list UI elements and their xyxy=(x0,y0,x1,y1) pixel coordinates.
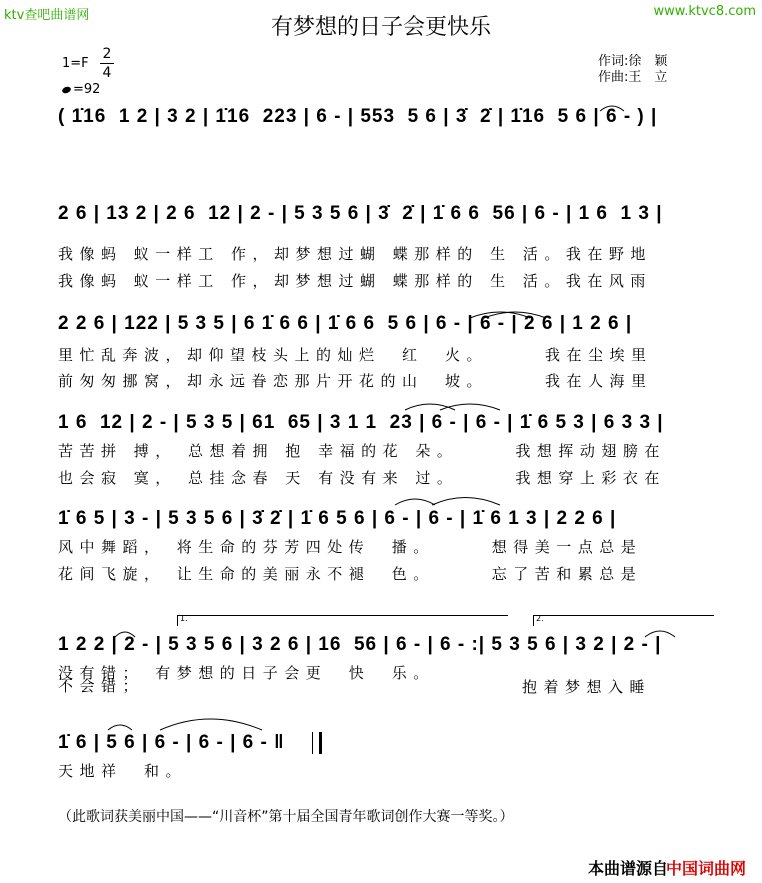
score-row-intro: ( 1̇16 1 2 | 3 2 | 1̇16 223 | 6 - | 553 5 6 | 3̇ 2̇ | 1̇16 5 6 | 6 - ) | xyxy=(58,106,658,127)
second-ending-bracket: 2. xyxy=(533,615,714,626)
lyric-row-5-verse-1: 没有错； 有梦想的日子会更 快 乐。 xyxy=(58,664,435,682)
lyric-row-2-verse-1: 里忙乱奔波，却仰望枝头上的灿烂 红 火。 我在尘埃里 xyxy=(58,346,653,364)
quarter-note-icon xyxy=(61,85,72,94)
time-signature-bottom: 4 xyxy=(102,65,112,81)
source-label: 本曲谱源自 xyxy=(587,859,668,878)
tempo-marking xyxy=(62,82,100,97)
composer: 作曲:王 立 xyxy=(598,70,668,85)
score-row-6: 1̇ 6 | 5 6 | 6 - | 6 - | 6 - ‖ xyxy=(58,732,285,753)
lyric-row-4-verse-1: 风中舞蹈， 将生命的芬芳四处传 播。 想得美一点总是 xyxy=(58,538,643,556)
lyric-row-5-verse-2: 不会错； xyxy=(58,677,145,695)
score-row-2: 2 2 6 | 122 | 5 3 5 | 6 1̇ 6 6 | 1̇ 6 6 5 6 | 6 - | 6 - | 2 6 | 1 2 6 | xyxy=(58,313,633,334)
lyric-row-3-verse-2: 也会寂 寞， 总挂念春 天 有没有来 过。 我想穿上彩衣在 xyxy=(58,469,666,487)
final-barline xyxy=(312,732,322,754)
lyric-row-1-verse-2: 我像蚂 蚁一样工 作，却梦想过蝴 蝶那样的 生 活。我在风雨 xyxy=(58,272,652,290)
key-signature: 1=F xyxy=(62,56,89,71)
lyric-row-2-verse-2: 前匆匆挪窝，却永远眷恋那片开花的山 坡。 我在人海里 xyxy=(58,372,653,390)
lyricist: 作词:徐 颖 xyxy=(598,54,668,69)
lyric-row-5-coda: 抱着梦想入睡 xyxy=(522,678,652,696)
time-signature xyxy=(100,46,114,81)
score-row-4: 1̇ 6 5 | 3 - | 5 3 5 6 | 3̇ 2̇ | 1̇ 6 5 6 | 6 - | 6 - | 1̇ 6 1 3 | 2 2 6 | xyxy=(58,508,617,529)
score-row-5: 1 2 2 | 2 - | 5 3 5 6 | 3 2 6 | 16 56 | 6 - | 6 - :| 5 3 5 6 | 3 2 | 2 - | xyxy=(58,634,662,655)
credits xyxy=(598,54,667,86)
footnote: （此歌词获美丽中国——“川音杯”第十届全国青年歌词创作大赛一等奖。） xyxy=(58,809,514,825)
first-ending-bracket: 1. xyxy=(177,615,508,626)
tempo-value: =92 xyxy=(73,82,101,97)
lyric-row-3-verse-1: 苦苦拼 搏， 总想着拥 抱 幸福的花 朵。 我想挥动翅膀在 xyxy=(58,442,666,460)
lyric-row-6: 天地祥 和。 xyxy=(58,762,188,780)
song-title: 有梦想的日子会更快乐 xyxy=(270,15,491,40)
watermark-left: ktv查吧曲谱网 xyxy=(4,8,90,23)
score-row-3: 1 6 12 | 2 - | 5 3 5 | 61 65 | 3 1 1 23 | 6 - | 6 - | 1̇ 6 5 3 | 6 3 3 | xyxy=(58,412,664,433)
lyric-row-4-verse-2: 花间飞旋， 让生命的美丽永不褪 色。 忘了苦和累总是 xyxy=(58,565,643,583)
lyric-row-1-verse-1: 我像蚂 蚁一样工 作，却梦想过蝴 蝶那样的 生 活。我在野地 xyxy=(58,245,652,263)
time-signature-top: 2 xyxy=(102,46,112,62)
score-row-1: 2 6 | 13 2 | 2 6 12 | 2 - | 5 3 5 6 | 3̇ 2̇ | 1̇ 6 6 56 | 6 - | 1 6 1 3 | xyxy=(58,203,663,224)
watermark-right: www.ktvc8.com xyxy=(653,4,756,19)
source-site-link[interactable]: 中国词曲网 xyxy=(665,859,746,878)
